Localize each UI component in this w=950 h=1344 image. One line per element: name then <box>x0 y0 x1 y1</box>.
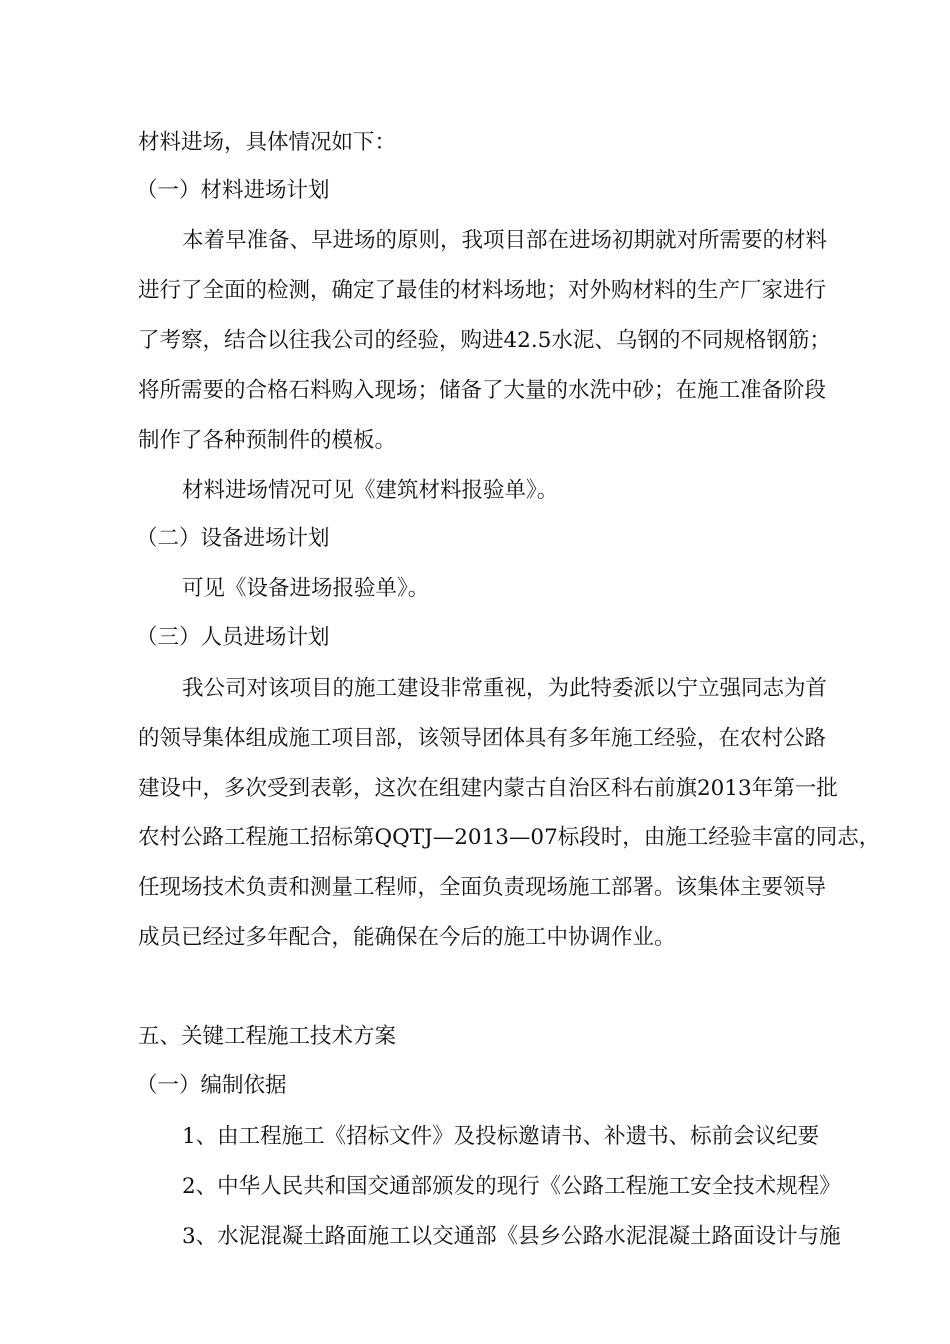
paragraph-line: 将所需要的合格石料购入现场；储备了大量的水洗中砂；在施工准备阶段 <box>138 378 827 403</box>
list-item: 2、中华人民共和国交通部颁发的现行《公路工程施工安全技术规程》 <box>182 1174 841 1199</box>
paragraph-line: 材料进场情况可见《建筑材料报验单》。 <box>182 478 559 503</box>
paragraph-line: 可见《设备进场报验单》。 <box>182 576 430 601</box>
list-item: 1、由工程施工《招标文件》及投标邀请书、补遗书、标前会议纪要 <box>182 1124 820 1149</box>
list-item: 3、水泥混凝土路面施工以交通部《县乡公路水泥混凝土路面设计与施 <box>182 1224 841 1249</box>
paragraph-line: 任现场技术负责和测量工程师，全面负责现场施工部署。该集体主要领导 <box>138 875 827 900</box>
paragraph-line: 农村公路工程施工招标第QQTJ—2013—07标段时，由施工经验丰富的同志， <box>138 825 881 850</box>
paragraph-line: 本着早准备、早进场的原则，我项目部在进场初期就对所需要的材料 <box>182 228 828 253</box>
paragraph-line: 制作了各种预制件的模板。 <box>138 428 397 453</box>
section-heading: （一）编制依据 <box>136 1073 287 1098</box>
section-heading: （二）设备进场计划 <box>136 526 330 551</box>
paragraph-line: 进行了全面的检测，确定了最佳的材料场地；对外购材料的生产厂家进行 <box>138 278 827 303</box>
section-heading: （一）材料进场计划 <box>136 178 330 203</box>
section-heading: （三）人员进场计划 <box>136 625 330 650</box>
paragraph-line: 成员已经过多年配合，能确保在今后的施工中协调作业。 <box>138 925 676 950</box>
text-line: 材料进场，具体情况如下： <box>138 130 397 155</box>
chapter-heading: 五、关键工程施工技术方案 <box>138 1024 397 1049</box>
paragraph-line: 了考察，结合以往我公司的经验，购进42.5水泥、乌钢的不同规格钢筋； <box>138 328 831 353</box>
paragraph-line: 的领导集体组成施工项目部，该领导团体具有多年施工经验，在农村公路 <box>138 726 827 751</box>
paragraph-line: 建设中，多次受到表彰，这次在组建内蒙古自治区科右前旗2013年第一批 <box>138 776 838 801</box>
paragraph-line: 我公司对该项目的施工建设非常重视，为此特委派以宁立强同志为首 <box>182 676 828 701</box>
